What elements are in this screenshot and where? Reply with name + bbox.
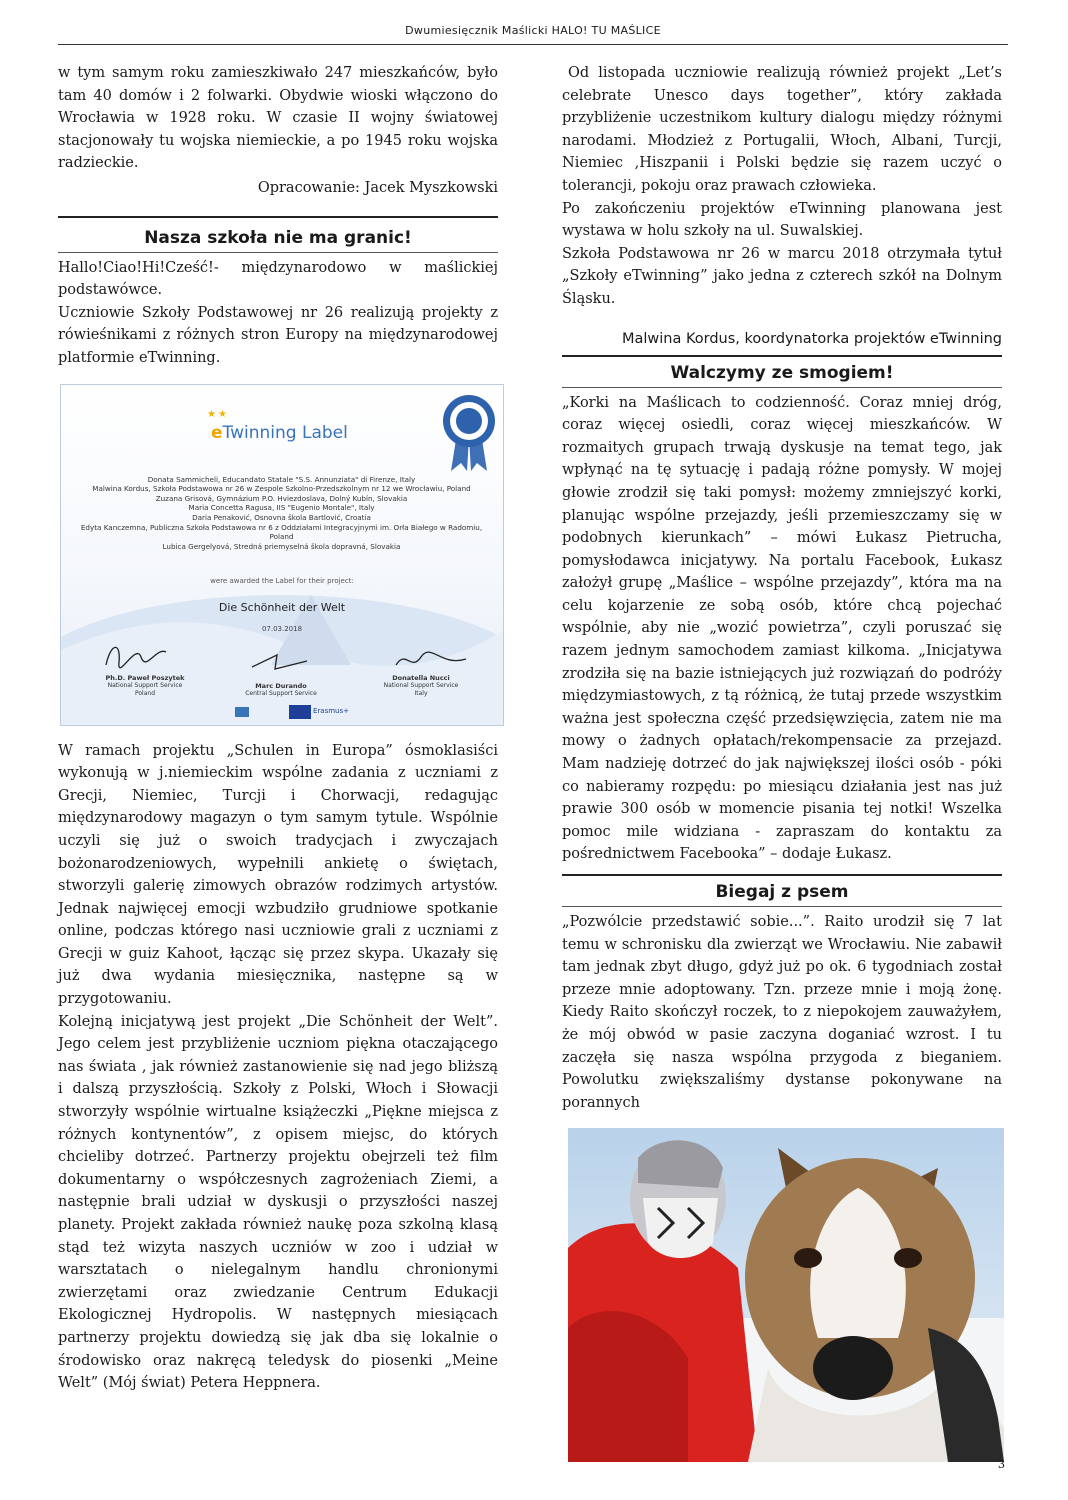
runner-with-dog-photo <box>568 1128 1004 1462</box>
etwinning-small-logo <box>235 707 249 717</box>
stars-icon: ★★ <box>207 408 229 420</box>
certificate-date: 07.03.2018 <box>261 624 303 633</box>
etwinning-certificate-image <box>60 384 504 726</box>
certificate-participants: Donata Sammicheli, Educandato Statale "S.S. Annunziata" di Firenze, Italy Malwina Kordus, Szkoła Podstawowa nr 26 w Zespole Szkolno-Przedszkolnym nr 12 we Wrocławiu, Poland Zuzana Grisová, Gymnázium P.O. Hviezdoslava, Dolný Kubín, Slovakia Maria Concetta Ragusa, IIS "Eugenio Montale", Italy Daria Penaković, Osnovna škola Bartlović, Croatia Edyta Kanczemna, Publiczna Szkoła Podstawowa nr 6 z Oddziałami Integracyjnymi im. Orła Białego w Radomiu, Poland Lubica Gergelyová, Stredná priemyselná škola dopravná, Slovakia <box>80 474 483 551</box>
section-divider <box>58 216 498 218</box>
photo-illustration <box>568 1128 1004 1462</box>
certificate-awarded-text: were awarded the Label for their project: <box>210 576 354 585</box>
heading-underline <box>562 387 1002 388</box>
byline: Malwina Kordus, koordynatorka projektów eTwinning <box>621 330 1002 347</box>
header-divider <box>58 44 1008 45</box>
article-paragraph: Hallo!Ciao!Hi!Cześć!- międzynarodowo w maślickiej podstawówce. <box>58 259 498 299</box>
article-paragraph: Od listopada uczniowie realizują również projekt „Let’s celebrate Unesco days together”, który zakłada przybliżenie uczestnikom kultury dialogu między różnymi narodami. Młodzież z Portugalii, Włoch, Albani, Turcji, Niemiec ,Hiszpanii i Polski będzie się razem uczyć o tolerancji, pokoju oraz prawach człowieka. <box>562 65 1002 194</box>
article-paragraph: Po zakończeniu projektów eTwinning planowana jest wystawa w holu szkoły na ul. Suwalskiej. <box>562 200 1002 240</box>
eu-flag-icon <box>289 705 311 719</box>
etwinning-logo: eTwinning Label <box>211 422 348 443</box>
article-heading: Nasza szkoła nie ma granic! <box>144 227 412 248</box>
signatory-1: Ph.D. Paweł Poszytek National Support Service Poland <box>105 673 185 697</box>
article-paragraph: „Pozwólcie przedstawić sobie...”. Raito urodził się 7 lat temu w schronisku dla zwierząt we Wrocławiu. Nie zabawił tam jednak zbyt długo, gdyż już po ok. 6 tygodniach został przeze mnie adoptowany. Tzn. przeze mnie i moją żonę. Kiedy Raito skończył roczek, to z niepokojem zauważyłem, że mój obwód w pasie zaczyna doganiać wzrost. I tu zaczęła się nasza wspólna przygoda z bieganiem. Powolutku zwiększaliśmy dystanse pokonywane na porannych <box>562 914 1002 1111</box>
article-paragraph: „Korki na Maślicach to codzienność. Coraz mniej dróg, coraz więcej osiedli, coraz więcej mieszkańców. W rozmaitych grupach trwają dyskusje na temat tego, jak wpłynąć na tę sytuację i padają różne pomysły. W mojej głowie zrodził się taki pomysł: możemy zmniejszyć korki, planując wspólne przejazdy, jeśli przemieszczamy się w podobnych kierunkach” – mówi Łukasz Pietrucha, pomysłodawca inicjatywy. Na portalu Facebook, Łukasz założył grupę „Maślice – wspólne przejazdy”, która ma na celu kojarzenie ze sobą osób, które chcą pojechać wspólnie, aby nie „wozić powietrza”, czyli poruszać się razem jednym samochodem zamiast kilkoma. „Inicjatywa zrodziła się na bazie istniejących już rozwiązań do podróży międzymiastowych, z tą różnicą, że tutaj przede wszystkim ważna jest społeczna część przedsięwzięcia, zatem nie ma mowy o żadnych opłatach/rekompensacie za przejazd. Mam nadzieję dotrzeć do jak największej ilości osób - póki co nabieramy rozpędu: po miesiącu działania jest nas już prawie 300 osób w momencie pisania tej notki! Wszelka pomoc mile widziana - zapraszam do kontaktu za pośrednictwem Facebooka” – dodaje Łukasz. <box>562 394 1002 863</box>
right-column <box>562 62 1002 1462</box>
erasmus-label: Erasmus+ <box>313 706 350 715</box>
article-paragraph: Szkoła Podstawowa nr 26 w marcu 2018 otrzymała tytuł „Szkoły eTwinning” jako jedna z czterech szkół na Dolnym Śląsku. <box>562 245 1002 307</box>
section-divider <box>562 874 1002 876</box>
signature-1 <box>101 637 171 671</box>
byline: Opracowanie: Jacek Myszkowski <box>257 179 498 196</box>
page-number: 3 <box>998 1458 1005 1471</box>
heading-underline <box>562 906 1002 907</box>
article-paragraph: Uczniowie Szkoły Podstawowej nr 26 realizują projekty z rówieśnikami z różnych stron Europy na międzynarodowej platformie eTwinning. <box>58 304 498 366</box>
signature-2 <box>247 647 317 673</box>
left-column <box>58 62 498 1395</box>
heading-underline <box>58 252 498 253</box>
article-paragraph: Kolejną inicjatywą jest projekt „Die Schönheit der Welt”. Jego celem jest przybliżenie uczniom piękna otaczającego nas świata , jak również zastanowienie się nad jego bliższą i dalszą przyszłością. Szkoły z Polski, Włoch i Słowacji stworzyły wspólnie wirtualne książeczki „Piękne miejsca z różnych kontynentów”, z opisem miejsc, do których chcieliby dotrzeć. Partnerzy projektu obejrzeli też film dokumentarny o współczesnych zagrożeniach Ziemi, a następnie brali udział w dyskusji o przyszłości naszej planety. Projekt zakłada również naukę poza szkolną klasą stąd też wizyta naszych uczniów w zoo i udział w warsztatach o nielegalnym handlu chronionymi zwierzętami oraz zwiedzanie Centrum Edukacji Ekologicznej Hydropolis. W następnych miesiącach partnerzy projektu dowiedzą się jak dba się lokalnie o środowisko oraz nakręcą teledysk do piosenki „Meine Welt” (Mój świat) Petera Heppnera. <box>58 1013 498 1392</box>
certificate-project-title: Die Schönheit der Welt <box>218 600 346 614</box>
intro-paragraph: w tym samym roku zamieszkiwało 247 mieszkańców, było tam 40 domów i 2 folwarki. Obydwie wioski włączono do Wrocławia w 1928 roku. W czasie II wojny światowej stacjonowały tu wojska niemieckie, a po 1945 roku wojska radzieckie. <box>58 65 498 172</box>
section-divider <box>562 355 1002 357</box>
award-badge-icon <box>439 393 499 473</box>
article-heading: Walczymy ze smogiem! <box>670 362 894 383</box>
article-heading: Biegaj z psem <box>715 882 849 902</box>
signatory-3: Donatella Nucci National Support Service Italy <box>383 673 459 697</box>
page-header: Dwumiesięcznik Maślicki HALO! TU MAŚLICE <box>405 24 661 37</box>
signatory-2: Marc Durando Central Support Service <box>245 681 317 698</box>
article-paragraph: W ramach projektu „Schulen in Europa” ósmoklasiści wykonują w j.niemieckim wspólne zadania z uczniami z Grecji, Niemiec, Turcji i Chorwacji, redagując międzynarodowy magazyn o tym samym tytule. Wspólnie uczyli się już o swoich tradycjach i zwyczajach bożonarodzeniowych, wypełnili ankietę o świętach, stworzyli galerię zimowych obrazów rodzimych artystów. Jednak najwięcej emocji wzbudziło grudniowe spotkanie online, podczas którego nasi uczniowie grali z uczniami z Grecji w guiz Kahoot, łącząc się przez skypa. Ukazały się już dwa wydania miesięcznika, następne są w przygotowaniu. <box>58 742 498 1008</box>
signature-3 <box>391 647 471 673</box>
